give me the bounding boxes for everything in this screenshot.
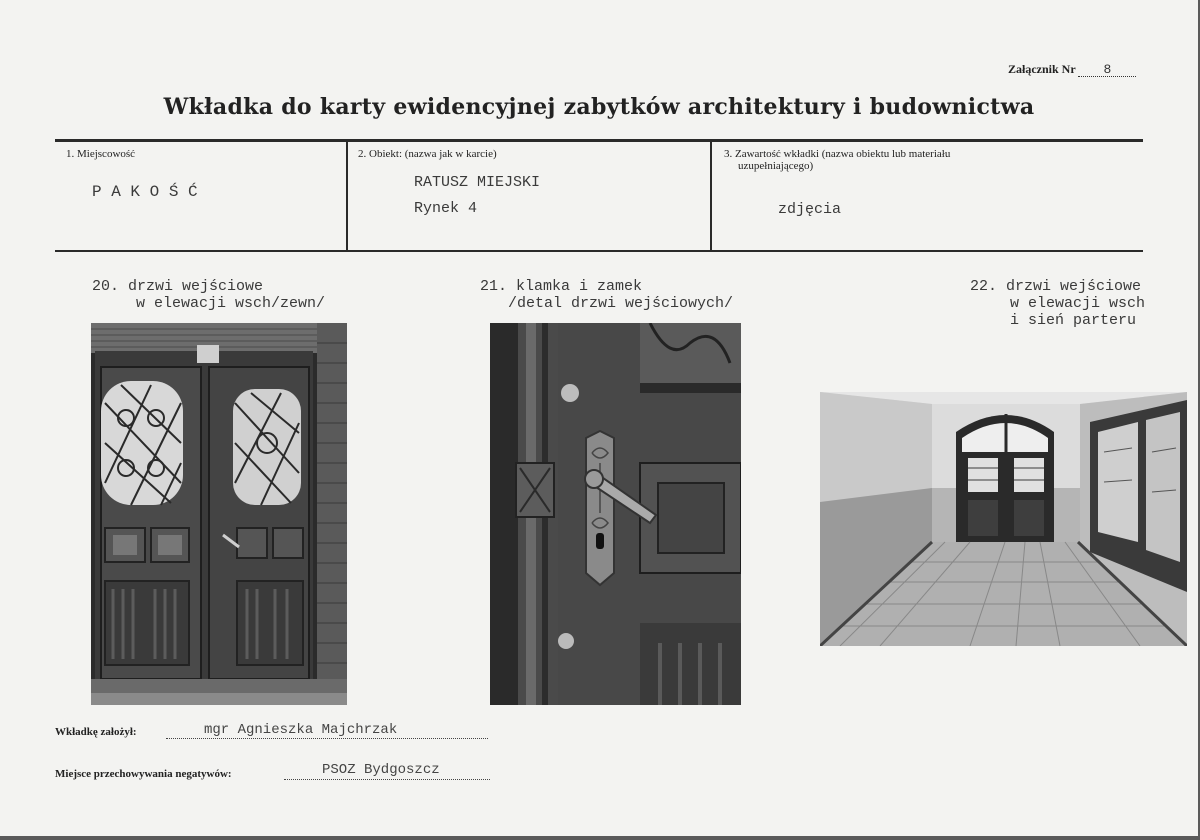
contents-label-line2: uzupełniającego) <box>738 160 814 172</box>
page-title: Wkładka do karty ewidencyjnej zabytków architektury i budownictwa <box>163 94 1035 120</box>
photo-hallway-drawing <box>820 392 1187 646</box>
contents-value: zdjęcia <box>778 201 842 218</box>
photo-21-caption-line2: /detal drzwi wejściowych/ <box>508 295 734 312</box>
photo-handle-lock-drawing <box>490 323 741 705</box>
photo-22-caption-line1: 22. drzwi wejściowe <box>970 278 1142 295</box>
photo-20-caption-line2: w elewacji wsch/zewn/ <box>136 295 326 312</box>
photo-20-caption-line1: 20. drzwi wejściowe <box>92 278 264 295</box>
locality-value: P A K O Ś Ć <box>92 183 198 201</box>
storage-value: PSOZ Bydgoszcz <box>322 762 440 778</box>
annex-number <box>1008 62 1136 77</box>
header-divider-1 <box>346 140 348 252</box>
photo-22-caption-line3: i sień parteru <box>1010 312 1137 329</box>
author-value: mgr Agnieszka Majchrzak <box>204 722 398 738</box>
object-name: RATUSZ MIEJSKI <box>414 174 541 191</box>
storage-dotted-line <box>284 779 490 780</box>
object-label: 2. Obiekt: (nazwa jak w karcie) <box>358 148 497 160</box>
locality-label: 1. Miejscowość <box>66 148 136 160</box>
author-label: Wkładkę założył: <box>55 726 137 738</box>
annex-value: 8 <box>1078 63 1136 77</box>
header-bottom-rule <box>55 250 1143 252</box>
photo-handle-lock <box>490 323 741 705</box>
photo-22-caption-line2: w elewacji wsch <box>1010 295 1146 312</box>
photo-entrance-door-drawing <box>91 323 347 705</box>
object-address: Rynek 4 <box>414 200 478 217</box>
photo-21-caption-line1: 21. klamka i zamek <box>480 278 643 295</box>
photo-entrance-door <box>91 323 347 705</box>
contents-label-line1: 3. Zawartość wkładki (nazwa obiektu lub materiału <box>724 148 951 160</box>
header-divider-2 <box>710 140 712 252</box>
annex-label: Załącznik Nr <box>1008 62 1076 76</box>
storage-label: Miejsce przechowywania negatywów: <box>55 768 232 780</box>
photo-hallway <box>820 392 1187 646</box>
author-dotted-line <box>166 738 488 739</box>
header-top-rule <box>55 139 1143 142</box>
